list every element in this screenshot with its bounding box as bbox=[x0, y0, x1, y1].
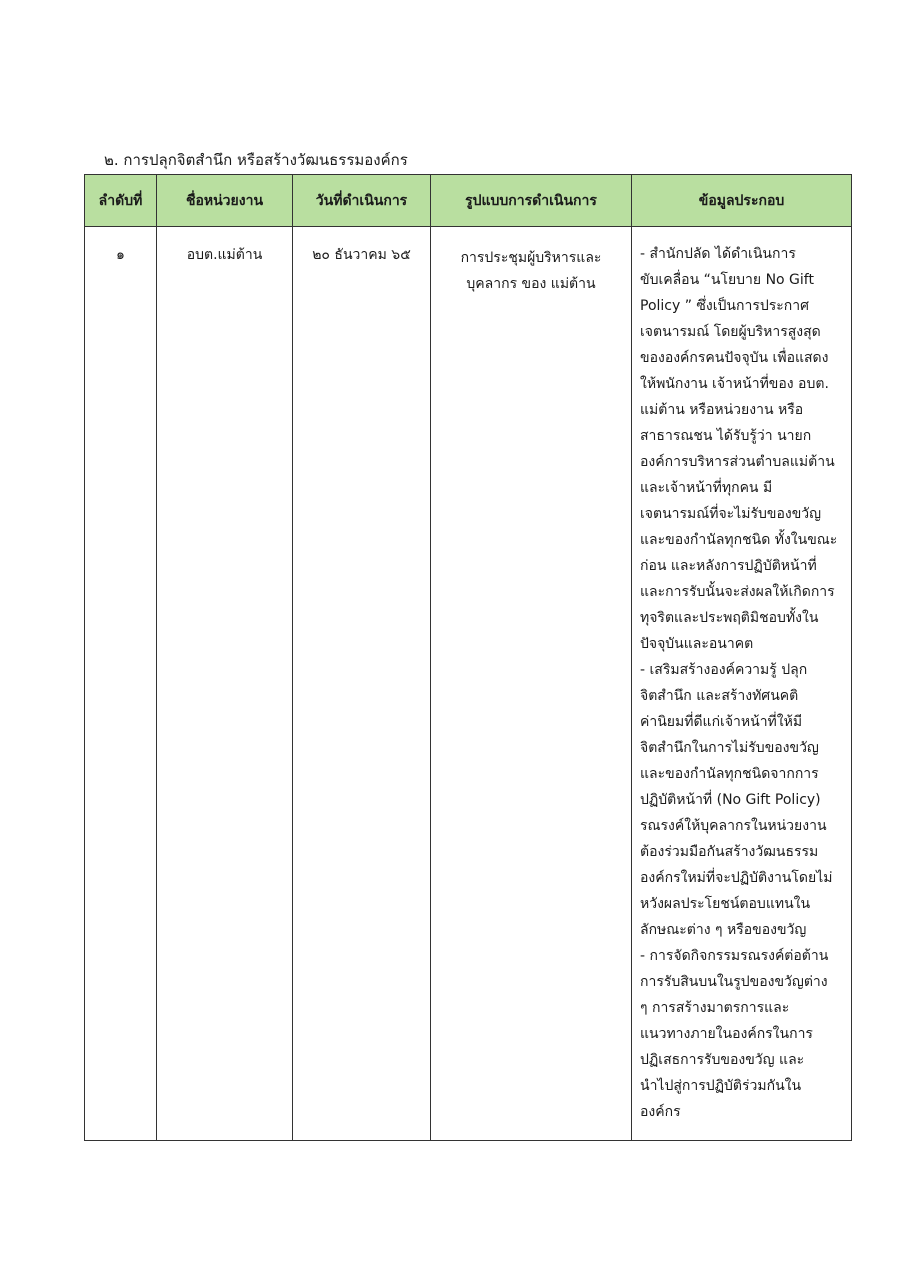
detail-line: - การจัดกิจกรรมรณรงค์ต่อต้าน bbox=[640, 948, 829, 964]
detail-line: ขับเคลื่อน “นโยบาย No Gift bbox=[640, 272, 814, 288]
header-detail: ข้อมูลประกอบ bbox=[632, 175, 852, 227]
method-line: การประชุมผู้บริหารและ bbox=[460, 250, 602, 266]
detail-line: ปฏิเสธการรับของขวัญ และ bbox=[640, 1052, 805, 1068]
detail-line: แม่ต้าน หรือหน่วยงาน หรือ bbox=[640, 402, 804, 418]
detail-line: ขององค์กรคนปัจจุบัน เพื่อแสดง bbox=[640, 350, 829, 366]
detail-line: ปฏิบัติหน้าที่ (No Gift Policy) bbox=[640, 792, 821, 808]
detail-line: ต้องร่วมมือกันสร้างวัฒนธรรม bbox=[640, 844, 819, 860]
detail-line: และเจ้าหน้าที่ทุกคน มี bbox=[640, 480, 773, 496]
detail-line: Policy ” ซึ่งเป็นการประกาศ bbox=[640, 298, 810, 314]
detail-line: ๆ การสร้างมาตรการและ bbox=[640, 1000, 790, 1016]
detail-line: เจตนารมณ์ โดยผู้บริหารสูงสุด bbox=[640, 324, 821, 340]
header-order: ลำดับที่ bbox=[85, 175, 157, 227]
order-cell: ๑ bbox=[85, 227, 157, 1141]
detail-cell bbox=[632, 227, 852, 1141]
detail-line: องค์การบริหารส่วนตำบลแม่ต้าน bbox=[640, 454, 835, 470]
detail-line: - เสริมสร้างองค์ความรู้ ปลุก bbox=[640, 662, 808, 678]
info-table bbox=[84, 174, 852, 1141]
method-cell bbox=[431, 227, 632, 1141]
detail-line: และของกำนัลทุกชนิด ทั้งในขณะ bbox=[640, 532, 838, 548]
detail-line: เจตนารมณ์ที่จะไม่รับของขวัญ bbox=[640, 506, 822, 522]
detail-line: จิตสำนึก และสร้างทัศนคติ bbox=[640, 688, 799, 704]
detail-line: และของกำนัลทุกชนิดจากการ bbox=[640, 766, 819, 782]
detail-line: ก่อน และหลังการปฏิบัติหน้าที่ bbox=[640, 558, 817, 574]
method-line: บุคลากร ของ แม่ต้าน bbox=[466, 276, 596, 292]
detail-line: แนวทางภายในองค์กรในการ bbox=[640, 1026, 813, 1042]
section-heading: ๒. การปลุกจิตสำนึก หรือสร้างวัฒนธรรมองค์กร bbox=[104, 151, 408, 169]
date-cell: ๒๐ ธันวาคม ๖๕ bbox=[293, 227, 431, 1141]
detail-line: หวังผลประโยชน์ตอบแทนใน bbox=[640, 896, 811, 912]
detail-line: ลักษณะต่าง ๆ หรือของขวัญ bbox=[640, 922, 807, 938]
detail-line: - สำนักปลัด ได้ดำเนินการ bbox=[640, 246, 796, 262]
detail-line: ปัจจุบันและอนาคต bbox=[640, 636, 754, 652]
detail-line: ให้พนักงาน เจ้าหน้าที่ของ อบต. bbox=[640, 376, 829, 392]
header-method: รูปแบบการดำเนินการ bbox=[431, 175, 632, 227]
detail-line: องค์กรใหม่ที่จะปฏิบัติงานโดยไม่ bbox=[640, 870, 833, 886]
header-agency: ชื่อหน่วยงาน bbox=[157, 175, 293, 227]
table-header-row bbox=[85, 175, 852, 227]
detail-line: ทุจริตและประพฤติมิชอบทั้งใน bbox=[640, 610, 819, 626]
agency-cell: อบต.แม่ต้าน bbox=[157, 227, 293, 1141]
header-date: วันที่ดำเนินการ bbox=[293, 175, 431, 227]
detail-line: องค์กร bbox=[640, 1104, 681, 1120]
table-row bbox=[85, 227, 852, 1141]
detail-line: สาธารณชน ได้รับรู้ว่า นายก bbox=[640, 428, 812, 444]
detail-line: การรับสินบนในรูปของขวัญต่าง bbox=[640, 974, 828, 990]
detail-line: นำไปสู่การปฏิบัติร่วมกันใน bbox=[640, 1078, 802, 1094]
detail-line: และการรับนั้นจะส่งผลให้เกิดการ bbox=[640, 584, 835, 600]
detail-line: รณรงค์ให้บุคลากรในหน่วยงาน bbox=[640, 818, 827, 834]
detail-line: จิตสำนึกในการไม่รับของขวัญ bbox=[640, 740, 819, 756]
detail-line: ค่านิยมที่ดีแก่เจ้าหน้าที่ให้มี bbox=[640, 714, 803, 730]
